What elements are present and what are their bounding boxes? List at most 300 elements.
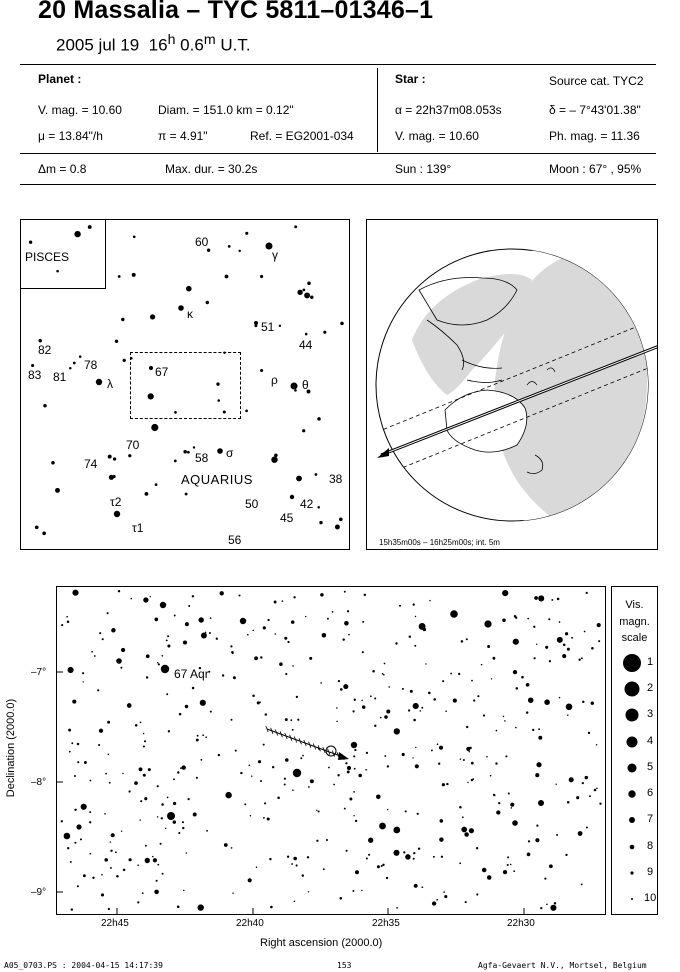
dec-tick-7: –7° [31, 667, 47, 678]
detail-star [393, 827, 400, 834]
detail-star [347, 610, 349, 612]
detail-star [272, 766, 274, 768]
detail-star [588, 732, 590, 734]
detail-star [459, 806, 462, 809]
table-bottom-rule [20, 184, 656, 185]
detail-star [166, 693, 168, 695]
detail-star [421, 886, 423, 888]
detail-star [196, 777, 198, 779]
detail-star [465, 901, 467, 903]
detail-star [144, 797, 147, 800]
detail-star [284, 637, 287, 640]
detail-star [387, 809, 388, 810]
detail-star [302, 874, 304, 876]
detail-star [260, 780, 262, 782]
detail-star [244, 803, 246, 805]
detail-star [405, 854, 410, 859]
detail-star [355, 820, 357, 822]
detail-star [154, 618, 158, 622]
detail-star [349, 797, 352, 800]
star-label-58: 58 [195, 451, 209, 465]
detail-star [576, 796, 579, 799]
detail-star [235, 750, 237, 752]
detail-star [354, 749, 356, 751]
detail-star [380, 717, 382, 719]
detail-star [362, 651, 364, 653]
detail-star [218, 754, 220, 756]
detail-star [459, 862, 461, 864]
detail-star [415, 616, 416, 617]
magnitude-scale [611, 586, 658, 915]
globe-caption: 15h35m00s – 16h25m00s; int. 5m [379, 538, 500, 547]
scale-level-8: 8 [647, 840, 654, 852]
detail-bright-star [450, 610, 458, 618]
finder-star [225, 275, 229, 279]
star-label-44: 44 [299, 338, 313, 352]
detail-star [107, 721, 110, 724]
detail-star [419, 623, 426, 630]
detail-star [582, 701, 584, 703]
detail-star [402, 753, 405, 756]
detail-star [581, 883, 583, 885]
detail-star [462, 816, 464, 818]
detail-star [567, 801, 570, 804]
finder-star [274, 453, 278, 457]
detail-star [471, 762, 474, 765]
detail-star [425, 663, 426, 664]
detail-star [338, 680, 340, 682]
detail-star [395, 642, 397, 644]
scale-title-3: scale [621, 632, 648, 644]
detail-star [549, 660, 551, 662]
detail-star [282, 600, 284, 602]
star-label-lambda: λ [107, 377, 113, 391]
detail-star [535, 838, 539, 842]
detail-star [461, 827, 467, 833]
y-axis-label: Declination (2000.0) [5, 698, 17, 798]
detail-star [140, 722, 142, 724]
detail-star [193, 813, 197, 817]
detail-star [256, 867, 258, 869]
detail-star [146, 654, 150, 658]
detail-star [254, 656, 258, 660]
dec-tick-9: –9° [31, 887, 47, 898]
finder-star [340, 322, 344, 326]
detail-star [157, 785, 159, 787]
detail-bright-star [76, 824, 81, 829]
detail-star [516, 687, 519, 690]
detail-star [505, 755, 507, 757]
detail-star [450, 673, 452, 675]
finder-star [150, 314, 155, 319]
detail-star [64, 833, 71, 840]
detail-star [353, 755, 355, 757]
detail-star [415, 764, 419, 768]
detail-star [92, 877, 94, 879]
detail-star [158, 663, 160, 665]
detail-star [263, 626, 266, 629]
finder-star [294, 389, 297, 392]
scale-title-2: magn. [619, 616, 650, 628]
detail-bright-star [167, 812, 175, 820]
finder-star [113, 475, 116, 478]
detail-star [310, 779, 314, 783]
detail-star [536, 762, 541, 767]
detail-star [137, 901, 139, 903]
detail-chart [56, 586, 606, 915]
detail-star [409, 635, 411, 637]
detail-star [555, 783, 556, 784]
detail-star [143, 774, 146, 777]
detail-star [196, 739, 199, 742]
detail-star [544, 878, 546, 880]
detail-star [328, 767, 330, 769]
scale-level-5: 5 [647, 761, 654, 773]
star-label-gamma: γ [272, 248, 278, 262]
star-label-67: 67 [155, 365, 169, 379]
finder-star [79, 355, 82, 358]
detail-star [469, 828, 474, 833]
detail-star [557, 598, 560, 601]
detail-star [197, 735, 199, 737]
detail-star [446, 783, 448, 785]
finder-star [304, 292, 310, 298]
detail-star [493, 794, 495, 796]
detail-star [285, 673, 287, 675]
finder-star [113, 457, 116, 460]
detail-star [142, 892, 144, 894]
detail-star [222, 674, 224, 676]
detail-star [510, 803, 514, 807]
detail-star [439, 837, 443, 841]
finder-star [51, 461, 55, 465]
detail-star [368, 838, 373, 843]
detail-star [366, 858, 368, 860]
star-label-67-aqr: 67 Aqr [174, 667, 209, 681]
detail-star [121, 648, 125, 652]
detail-star [320, 682, 322, 684]
detail-star [382, 673, 384, 675]
detail-star [99, 729, 103, 733]
detail-star [265, 713, 267, 715]
detail-star [336, 707, 338, 709]
globe-panel [366, 219, 658, 550]
detail-star [108, 908, 110, 910]
detail-bright-star [484, 620, 491, 627]
detail-star [263, 744, 265, 746]
detail-star [540, 907, 542, 909]
detail-star [71, 908, 73, 910]
detail-star [469, 751, 470, 752]
detail-star [148, 768, 151, 771]
detail-star [61, 820, 63, 822]
detail-star [538, 728, 540, 730]
detail-star [467, 782, 468, 783]
finder-star [121, 318, 124, 321]
detail-star [442, 680, 444, 682]
detail-star [279, 662, 283, 666]
ra-tick-2230: 22h30 [507, 918, 535, 929]
detail-star [536, 644, 537, 645]
detail-star [302, 755, 304, 757]
detail-star [232, 652, 234, 654]
detail-star [533, 626, 535, 628]
detail-star [408, 709, 410, 711]
detail-star [161, 803, 164, 806]
detail-star [68, 729, 71, 732]
detail-bright-star [351, 742, 357, 748]
detail-bright-star [116, 658, 122, 664]
detail-star [578, 659, 580, 661]
detail-star [287, 856, 289, 858]
detail-star [495, 762, 497, 764]
detail-star [444, 895, 447, 898]
detail-star [381, 865, 383, 867]
detail-star [118, 590, 120, 592]
detail-star [340, 688, 343, 691]
star-label-42: 42 [300, 497, 314, 511]
finder-star [31, 364, 34, 367]
constellation-aquarius: AQUARIUS [181, 472, 253, 487]
detail-star [183, 640, 187, 644]
detail-star [146, 676, 148, 678]
detail-star [511, 807, 513, 809]
finder-star [151, 424, 158, 431]
detail-star [352, 890, 354, 892]
detail-star [167, 644, 170, 647]
detail-star [231, 847, 233, 849]
detail-star [89, 780, 91, 782]
detail-star [566, 703, 573, 710]
detail-star [89, 811, 91, 813]
detail-star [429, 600, 430, 601]
detail-star [534, 596, 538, 600]
scale-level-3: 3 [647, 708, 654, 720]
detail-star [179, 713, 182, 716]
finder-star [260, 369, 263, 372]
detail-star [343, 684, 348, 689]
detail-star [199, 617, 204, 622]
finder-star [317, 506, 320, 509]
finder-star [128, 454, 131, 457]
detail-star [432, 901, 436, 905]
detail-star [294, 900, 296, 902]
finder-bright-star [178, 305, 184, 311]
scale-level-2: 2 [647, 682, 654, 694]
detail-star [372, 670, 375, 673]
detail-star [308, 786, 310, 788]
finder-star [145, 492, 149, 496]
detail-star [508, 792, 510, 794]
detail-star [247, 634, 249, 636]
detail-star [137, 864, 139, 866]
detail-star [354, 699, 356, 701]
detail-star [233, 676, 236, 679]
detail-star [557, 637, 563, 643]
detail-star [205, 632, 206, 633]
detail-star [143, 597, 148, 602]
detail-star [413, 603, 415, 605]
detail-star [345, 762, 347, 764]
detail-star [252, 630, 254, 632]
detail-star [277, 797, 280, 800]
ra-tick-2235: 22h35 [372, 918, 400, 929]
detail-star [571, 637, 573, 639]
detail-star [205, 736, 207, 738]
finder-bright-star [114, 511, 120, 517]
detail-star [396, 907, 398, 909]
star-label-74: 74 [84, 457, 98, 471]
detail-star [66, 616, 68, 618]
detail-star [353, 815, 354, 816]
planet-heading: Planet : [38, 72, 82, 86]
detail-star [591, 647, 594, 650]
detail-star [476, 893, 478, 895]
scale-level-10: 10 [644, 892, 657, 904]
detail-star [340, 897, 343, 900]
detail-star [513, 670, 517, 674]
detail-star [533, 657, 535, 659]
detail-star [292, 789, 294, 791]
detail-star [173, 802, 176, 805]
detail-star [305, 616, 306, 617]
detail-star [348, 634, 350, 636]
detail-bright-star [512, 820, 518, 826]
detail-star [210, 617, 212, 619]
scale-level-7: 7 [647, 813, 654, 825]
detail-star [130, 598, 132, 600]
detail-star [420, 710, 422, 712]
detail-star [72, 700, 76, 704]
star-label-81: 81 [53, 370, 67, 384]
detail-star [198, 904, 204, 910]
detail-star [297, 719, 299, 721]
detail-star [514, 615, 517, 618]
detail-star [362, 705, 366, 709]
detail-star [364, 594, 366, 596]
detail-star [471, 680, 473, 682]
detail-star [82, 681, 83, 682]
detail-star [99, 632, 101, 634]
detail-star [596, 788, 598, 790]
detail-star [174, 615, 176, 617]
detail-star [166, 639, 168, 641]
detail-star [473, 699, 475, 701]
detail-star [469, 747, 472, 750]
detail-star [486, 756, 488, 758]
detail-star [333, 784, 335, 786]
detail-star [275, 633, 277, 635]
star-label-82: 82 [38, 343, 52, 357]
detail-star [270, 906, 273, 909]
detail-star [220, 591, 224, 595]
finder-star [296, 476, 302, 482]
detail-star [309, 657, 312, 660]
detail-star [144, 740, 146, 742]
detail-star [507, 856, 509, 858]
finder-bright-star [254, 321, 258, 325]
detail-star [586, 826, 588, 828]
detail-star [362, 621, 364, 623]
detail-star [202, 734, 204, 736]
detail-star [156, 880, 158, 882]
detail-star [135, 724, 138, 727]
detail-star [513, 870, 515, 872]
detail-star [162, 873, 164, 875]
detail-star [285, 758, 289, 762]
footer-page: 153 [337, 961, 352, 970]
detail-star [538, 736, 542, 740]
detail-star [123, 869, 126, 872]
finder-star [245, 232, 248, 235]
detail-star [477, 695, 479, 697]
detail-star [545, 646, 548, 649]
detail-star [210, 711, 212, 713]
detail-star [460, 758, 462, 760]
detail-star [598, 640, 600, 642]
detail-star [320, 593, 323, 596]
detail-star [413, 858, 415, 860]
detail-star [510, 864, 512, 866]
detail-star [414, 884, 418, 888]
detail-star [284, 778, 286, 780]
detail-star [285, 718, 288, 721]
detail-star [139, 819, 140, 820]
detail-star [327, 618, 329, 620]
scale-title-1: Vis. [625, 599, 644, 611]
detail-star [346, 850, 348, 852]
detail-star [370, 695, 372, 697]
star-label-tau2: τ2 [110, 495, 122, 509]
detail-star [483, 714, 485, 716]
constellation-pisces: PISCES [25, 250, 70, 264]
detail-star [181, 765, 185, 769]
detail-star [186, 852, 188, 854]
detail-star [361, 700, 363, 702]
finder-star [323, 331, 326, 334]
detail-star [461, 640, 464, 643]
detail-star [384, 663, 386, 665]
finder-star [115, 340, 118, 343]
detail-star [216, 638, 218, 640]
detail-star [528, 840, 530, 842]
detail-star [565, 854, 567, 856]
detail-star [383, 674, 385, 676]
time-suffix: U.T. [220, 35, 251, 55]
detail-star [322, 633, 327, 638]
detail-star [386, 877, 388, 879]
detail-star [192, 687, 195, 690]
finder-star [73, 362, 76, 365]
detail-star [161, 655, 163, 657]
detail-star [487, 875, 492, 880]
detail-star [515, 727, 517, 729]
finder-star [155, 483, 158, 486]
finder-star [132, 273, 136, 277]
detail-star [232, 893, 233, 894]
finder-star [108, 455, 112, 459]
star-label-45: 45 [280, 511, 294, 525]
detail-star [563, 644, 566, 647]
detail-star [421, 707, 423, 709]
detail-star [464, 832, 468, 836]
detail-star [82, 672, 84, 674]
detail-star [594, 789, 597, 792]
detail-star [379, 823, 386, 830]
hour-unit: h [167, 32, 176, 48]
detail-star [80, 838, 82, 840]
scale-level-6: 6 [647, 787, 654, 799]
